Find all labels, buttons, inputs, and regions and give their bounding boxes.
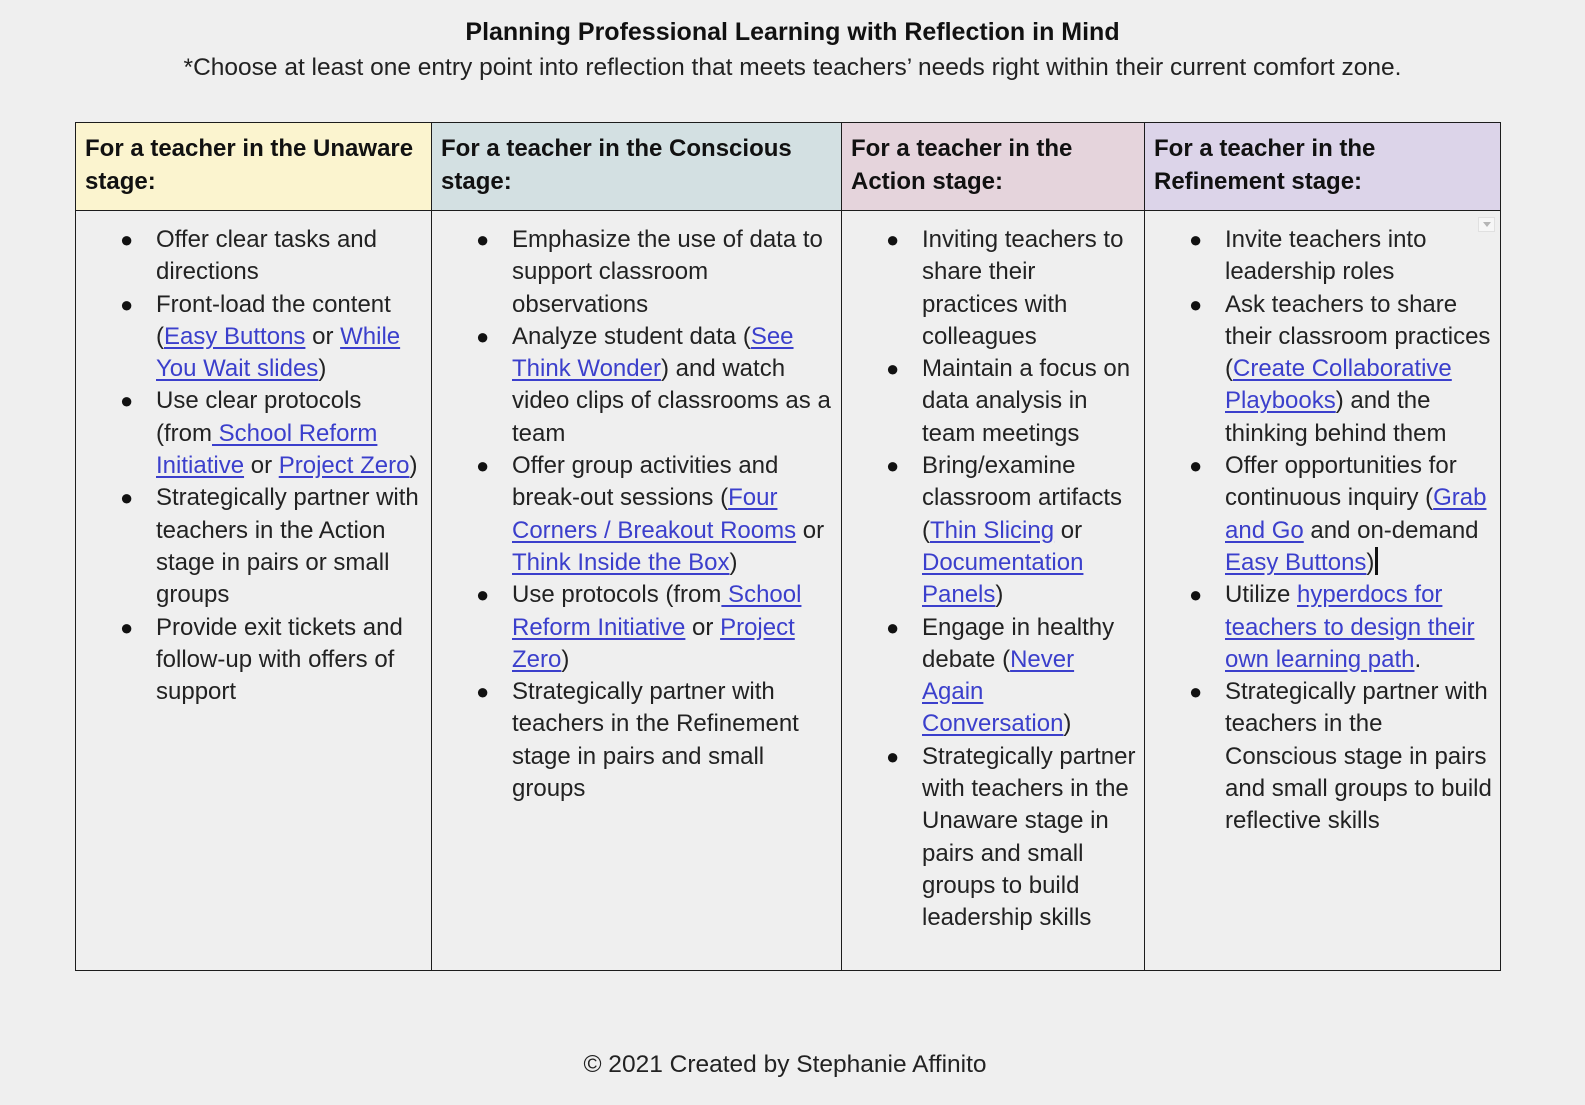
list-item-text: Offer opportunities for continuous inquiry ( [1225, 452, 1457, 512]
list-item-text: ) [1366, 548, 1375, 576]
bullet-icon: ● [1189, 227, 1203, 252]
copyright-footer: © 2021 Created by Stephanie Affinito [583, 1051, 987, 1078]
list-item-text: Ask teachers to share their classroom practices ( [1225, 290, 1491, 383]
list-item-text: Front-load the content ( [156, 290, 391, 350]
bullet-icon: ● [886, 227, 900, 252]
list-item-text: Engage in healthy debate ( [922, 613, 1115, 673]
resource-link[interactable]: Documentation Panels [922, 548, 1084, 609]
list-item-text: or [796, 516, 825, 544]
list-item [886, 741, 1138, 935]
list-item-text: Use clear protocols (from [156, 387, 362, 447]
list-item-text: and on-demand [1303, 516, 1479, 544]
conscious-stage-list [432, 211, 841, 805]
list-item-text: Bring/examine classroom artifacts ( [922, 452, 1123, 544]
list-item [120, 289, 423, 386]
list-item-text: ) and watch video clips of classrooms as a team [512, 355, 831, 447]
page-subtitle: *Choose at least one entry point into reflection that meets teachers’ needs right within their current comfort zone. [183, 54, 1402, 81]
list-item [476, 224, 835, 321]
conscious-stage-cell[interactable] [432, 211, 842, 971]
unaware-stage-list [76, 211, 431, 708]
header-action-stage: For a teacher in the Action stage: [842, 123, 1145, 211]
bullet-icon: ● [120, 227, 134, 252]
list-item [476, 579, 835, 676]
list-item-text: ) [318, 355, 327, 383]
bullet-icon: ● [476, 679, 490, 705]
list-item [886, 224, 1138, 353]
list-item-text: ) [1063, 710, 1072, 738]
list-item [476, 676, 835, 805]
list-item-text: ) [995, 581, 1004, 609]
bullet-icon: ● [1189, 453, 1203, 479]
list-item-text: or [244, 452, 279, 480]
resource-link[interactable]: Easy Buttons [164, 322, 306, 350]
list-item-text: ) [729, 548, 738, 576]
list-item [886, 450, 1138, 611]
list-item-text: Strategically partner with teachers in the Action stage in pairs or small groups [156, 484, 419, 609]
resource-link[interactable]: Easy Buttons [1225, 548, 1367, 576]
resource-link[interactable]: Project Zero [512, 613, 795, 673]
list-item [120, 482, 423, 611]
list-item [1189, 289, 1492, 450]
list-item [1189, 676, 1492, 837]
resource-link[interactable]: Create Collaborative Playbooks [1225, 355, 1452, 415]
list-item-text: Emphasize the use of data to support classroom observations [512, 226, 823, 318]
list-item-text: Invite teachers into leadership roles [1225, 226, 1427, 286]
list-item-text: ) [561, 645, 570, 673]
page-title: Planning Professional Learning with Reflection in Mind [465, 18, 1120, 46]
list-item-text: Analyze student data ( [512, 322, 751, 350]
unaware-stage-cell[interactable] [76, 211, 432, 971]
bullet-icon: ● [1189, 679, 1203, 705]
list-item-text: Inviting teachers to share their practices with colleagues [922, 226, 1124, 350]
list-item-text: Offer clear tasks and directions [156, 226, 377, 286]
list-item [1189, 579, 1492, 676]
refinement-stage-cell[interactable] [1145, 211, 1501, 971]
bullet-icon: ● [476, 453, 490, 479]
list-item-text: Offer group activities and break-out sessions ( [512, 452, 779, 512]
list-item-text: Provide exit tickets and follow-up with offers of support [156, 613, 403, 706]
list-item-text: ) and the thinking behind them [1225, 387, 1447, 447]
list-item-text: Strategically partner with teachers in the Unaware stage in pairs and small groups to build leadership skills [922, 742, 1136, 932]
bullet-icon: ● [120, 485, 134, 511]
action-stage-cell[interactable] [842, 211, 1145, 971]
list-item-text: or [685, 613, 721, 641]
stages-table [75, 122, 1501, 971]
resource-link[interactable]: School Reform Initiative [512, 581, 802, 641]
resource-link[interactable]: Project Zero [278, 452, 410, 480]
table-body-row [76, 211, 1501, 971]
bullet-icon: ● [886, 614, 900, 640]
list-item [120, 612, 423, 709]
header-refinement-stage: For a teacher in the Refinement stage: [1145, 123, 1501, 211]
bullet-icon: ● [886, 453, 900, 479]
resource-link[interactable]: See Think Wonder [512, 322, 794, 383]
list-item-text: or [305, 322, 341, 350]
bullet-icon: ● [886, 356, 900, 382]
list-item-text: Strategically partner with teachers in the Refinement stage in pairs and small groups [512, 678, 799, 803]
list-item [886, 353, 1138, 450]
list-item [476, 321, 835, 450]
bullet-icon: ● [120, 291, 134, 317]
text-cursor [1375, 547, 1378, 575]
resource-link[interactable]: Thin Slicing [930, 516, 1055, 544]
list-item [120, 224, 423, 289]
header-unaware-stage: For a teacher in the Unaware stage: [76, 123, 432, 211]
list-item [1189, 450, 1492, 579]
resource-link[interactable]: Four Corners / Breakout Rooms [512, 484, 797, 544]
list-item [476, 450, 835, 579]
list-item-text: Use protocols (from [512, 581, 722, 609]
bullet-icon: ● [476, 227, 490, 252]
list-item-text: or [1054, 516, 1083, 544]
action-stage-list [842, 211, 1144, 935]
header-conscious-stage: For a teacher in the Conscious stage: [432, 123, 842, 211]
list-item [120, 385, 423, 482]
resource-link[interactable]: While You Wait slides [156, 322, 401, 383]
bullet-icon: ● [476, 323, 490, 349]
list-item-text: . [1414, 645, 1422, 673]
list-item-text: ) [409, 452, 418, 480]
list-item-text: Utilize [1225, 581, 1298, 609]
resource-link[interactable]: School Reform Initiative [156, 419, 378, 480]
bullet-icon: ● [476, 582, 490, 608]
resource-link[interactable]: Think Inside the Box [512, 548, 730, 576]
bullet-icon: ● [1189, 291, 1203, 317]
resource-link[interactable]: hyperdocs for teachers to design their own learning path [1225, 581, 1475, 673]
resource-link[interactable]: Grab and Go [1225, 484, 1487, 544]
list-item-text: Strategically partner with teachers in the Conscious stage in pairs and small groups to build reflective skills [1225, 678, 1492, 835]
list-item [886, 612, 1138, 741]
list-item [1189, 224, 1492, 289]
table-header-row [76, 123, 1501, 211]
bullet-icon: ● [120, 388, 134, 414]
list-item-text: Maintain a focus on data analysis in team meetings [922, 355, 1131, 447]
resource-link[interactable]: Never Again Conversation [922, 645, 1075, 738]
bullet-icon: ● [886, 743, 900, 769]
bullet-icon: ● [1189, 582, 1203, 608]
refinement-stage-list [1145, 211, 1500, 838]
bullet-icon: ● [120, 614, 134, 640]
